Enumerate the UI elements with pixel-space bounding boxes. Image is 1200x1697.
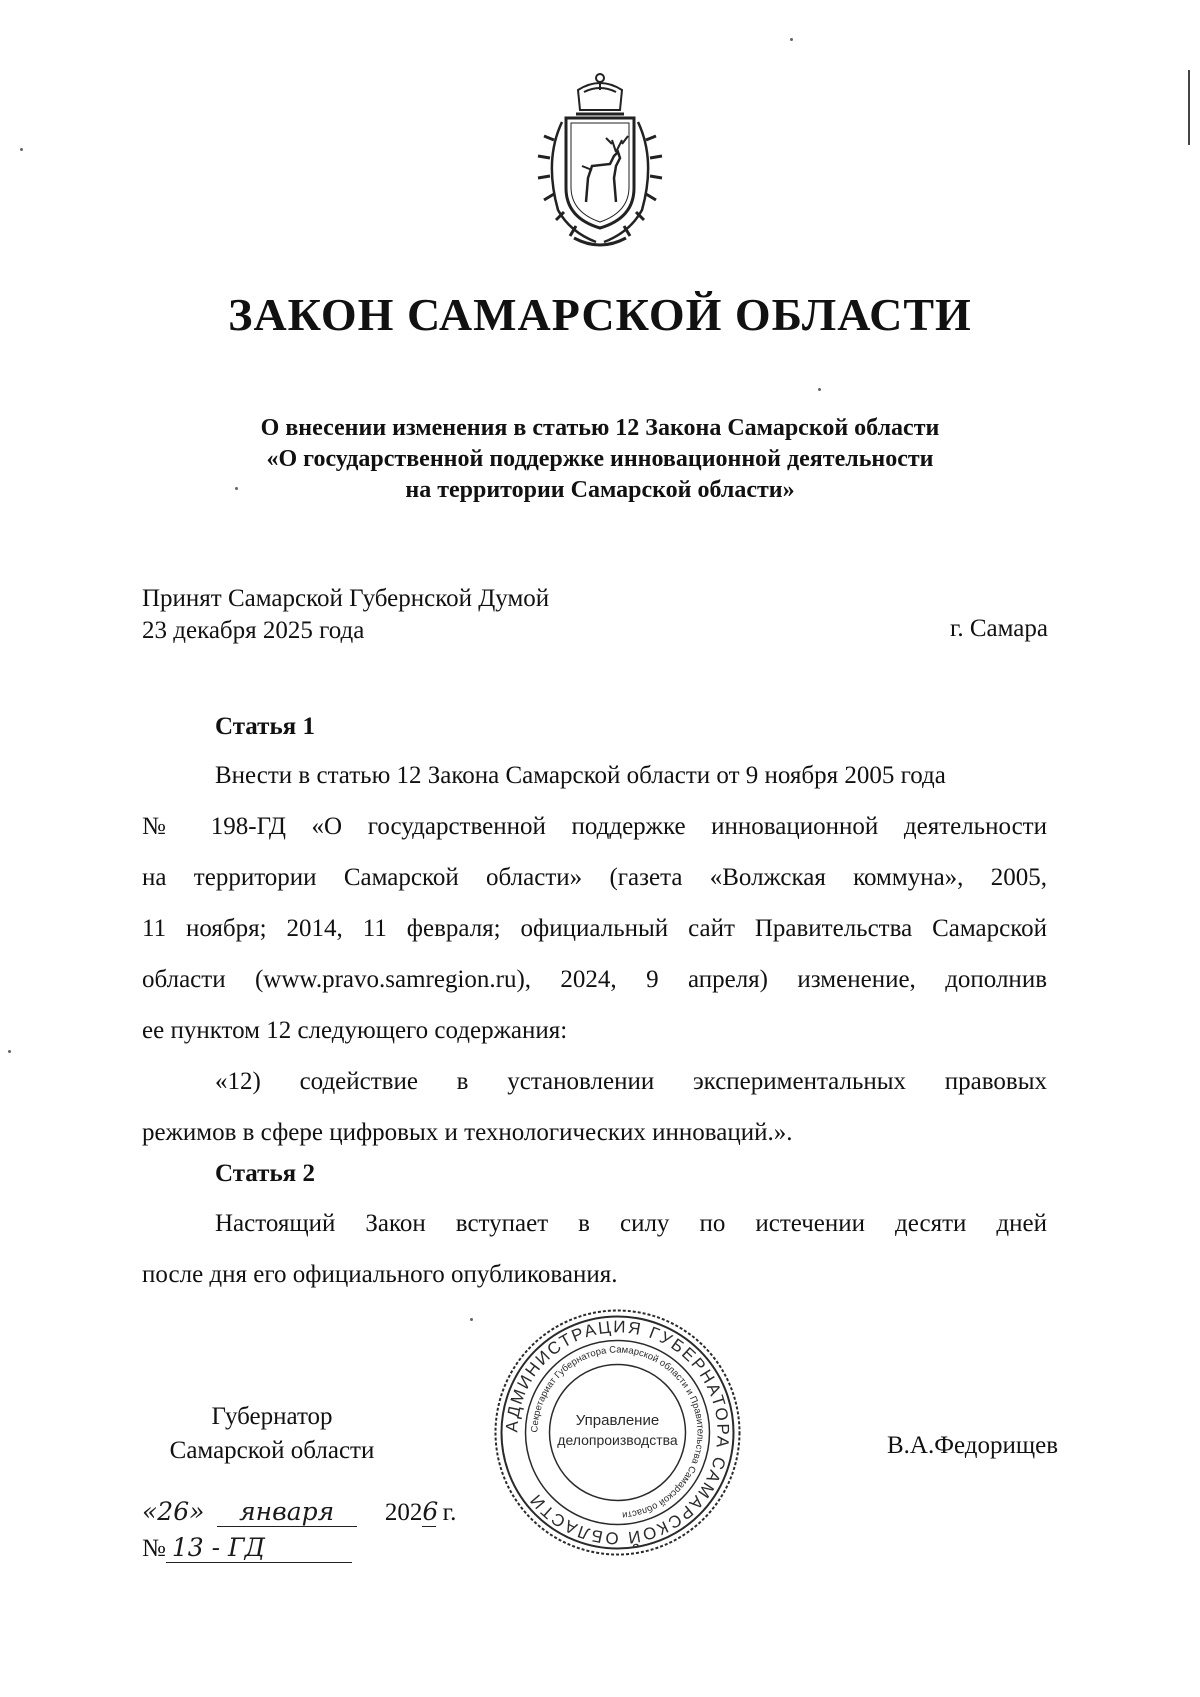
- governor-line: Губернатор: [211, 1403, 333, 1430]
- number-value: 13 - ГД: [166, 1533, 352, 1563]
- seal-inner-text: Секретариат Губернатора Самарской области и Правительства Самарской области: [529, 1344, 706, 1521]
- scan-speck: [20, 148, 23, 151]
- paragraph-line: после дня его официального опубликования.: [142, 1261, 618, 1288]
- article-1-new-item: [142, 1066, 1047, 1168]
- governor-title: [142, 1400, 402, 1468]
- date-year-digit: 6: [422, 1497, 439, 1526]
- coat-of-arms-emblem: [518, 70, 682, 255]
- official-seal: [490, 1305, 745, 1560]
- paragraph-line: 11 ноября; 2014, 11 февраля; официальный сайт Правительства Самарской: [142, 915, 1047, 942]
- seal-center-line: делопроизводства: [557, 1432, 678, 1448]
- adopted-by: Принят Самарской Губернской Думой: [142, 585, 550, 612]
- date-month: января: [217, 1497, 357, 1527]
- city: г. Самара: [949, 615, 1048, 642]
- date-open-quote: «: [142, 1497, 158, 1526]
- scan-speck: [8, 1050, 11, 1053]
- scan-edge-mark: [1188, 70, 1190, 145]
- date-day: 26: [157, 1497, 190, 1526]
- paragraph-line: области (www.pravo.samregion.ru), 2024, 9 апреля) изменение, дополнив: [142, 966, 1047, 993]
- adoption-info: [142, 583, 549, 647]
- signer-name: В.А.Федорищев: [887, 1432, 1058, 1459]
- article-1-paragraph: [142, 760, 1047, 1066]
- date-year-suffix: г.: [436, 1499, 457, 1526]
- governor-line: Самарской области: [169, 1437, 375, 1464]
- adopted-date: 23 декабря 2025 года: [142, 617, 365, 644]
- paragraph-line: № 198-ГД «О государственной поддержке инновационной деятельности: [142, 813, 1047, 840]
- paragraph-line: на территории Самарской области» (газета «Волжская коммуна», 2005,: [142, 864, 1047, 891]
- paragraph-line: Настоящий Закон вступает в силу по истечении десяти дней: [215, 1210, 1047, 1237]
- scan-speck: [818, 388, 821, 391]
- seal-center-line: Управление: [575, 1412, 660, 1429]
- article-2-paragraph: [142, 1208, 1047, 1310]
- paragraph-line: режимов в сфере цифровых и технологических инноваций.».: [142, 1119, 793, 1146]
- date-year-prefix: 202: [384, 1499, 423, 1526]
- law-number: [142, 1533, 352, 1563]
- subject-line: на территории Самарской области»: [405, 477, 795, 503]
- law-title: ЗАКОН САМАРСКОЙ ОБЛАСТИ: [228, 289, 972, 340]
- subject-line: «О государственной поддержке инновационной деятельности: [266, 446, 934, 472]
- seal-outer-text: АДМИНИСТРАЦИЯ ГУБЕРНАТОРА САМАРСКОЙ ОБЛАСТИ: [502, 1317, 733, 1548]
- signing-date: [142, 1497, 456, 1527]
- subject-line: О внесении изменения в статью 12 Закона Самарской области: [260, 415, 940, 441]
- paragraph-line: «12) содействие в установлении экспериментальных правовых: [215, 1068, 1047, 1095]
- number-prefix: №: [142, 1535, 166, 1562]
- scan-speck: [470, 1318, 473, 1321]
- scan-speck: [790, 38, 793, 41]
- date-close-quote: »: [189, 1497, 205, 1526]
- paragraph-line: Внести в статью 12 Закона Самарской области от 9 ноября 2005 года: [215, 762, 946, 789]
- paragraph-line: ее пунктом 12 следующего содержания:: [142, 1017, 568, 1044]
- article-2-heading: Статья 2: [215, 1160, 315, 1187]
- law-subject: [0, 413, 1200, 506]
- article-1-heading: Статья 1: [215, 713, 315, 740]
